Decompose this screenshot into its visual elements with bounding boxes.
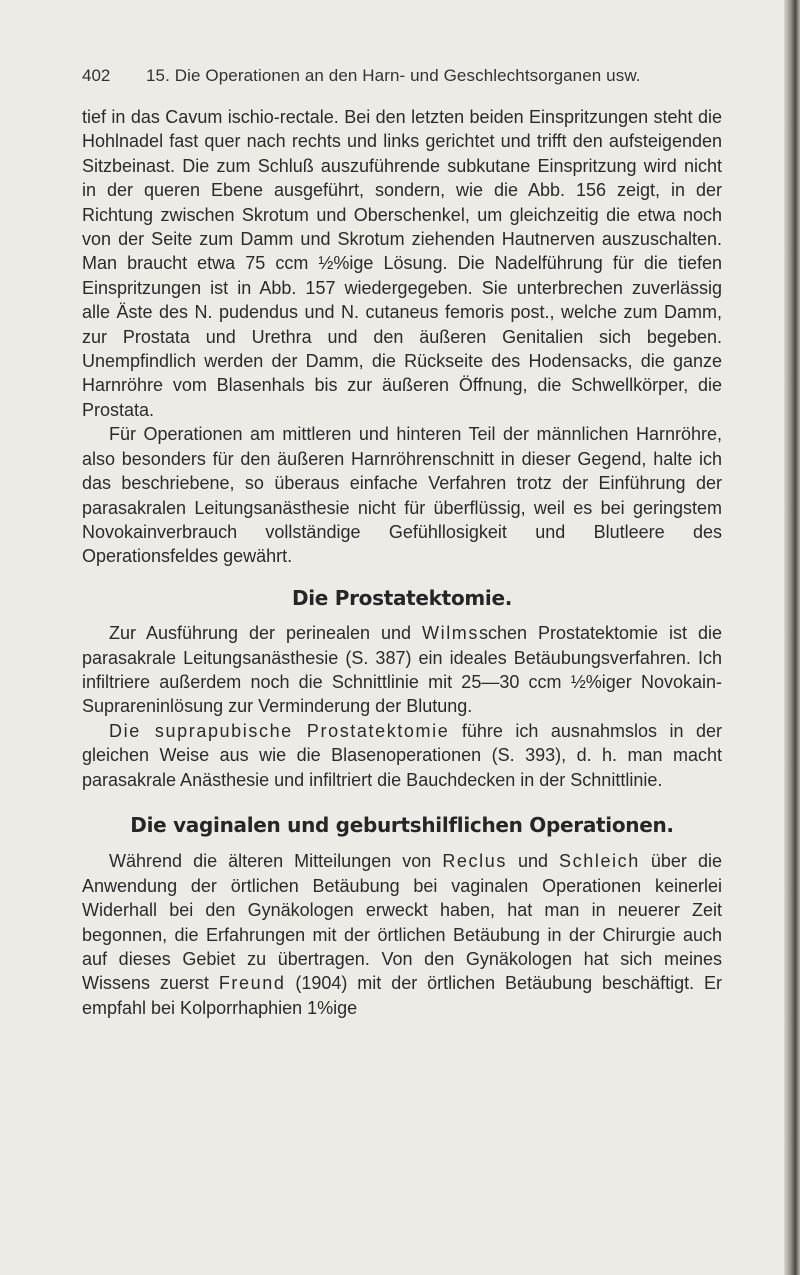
paragraph-3	[82, 621, 722, 719]
paragraph-5-text-d: (1904) mit der örtlichen Betäubung beschäftigt. Er empfahl bei Kolporrhaphien 1%ige	[82, 973, 722, 1018]
page-edge-shadow	[784, 0, 800, 1275]
paragraph-4-text: führe ich ausnahmslos in der gleichen Weise aus wie die Blasenoperationen (S. 393), d. h. man macht parasakrale Anästhesie und infiltriert die Bauchdecken in der Schnittlinie.	[82, 720, 723, 790]
author-name-wilms: Wilms	[422, 623, 479, 644]
paragraph-5-text-a: Während die älteren Mitteilungen von	[109, 851, 443, 872]
paragraph-2: Für Operationen am mittleren und hinteren Teil der männlichen Harnröhre, also besonders für den äußeren Harnröhrenschnitt in dieser Gegend, halte ich das beschriebene, so überaus einfache Verfahren trotz der Einführung der parasakralen Leitungsanästhesie nicht für überflüssig, weil es bei geringstem Novokainverbrauch vollständige Gefühllosigkeit und Blutleere des Operationsfeldes gewährt.	[82, 424, 722, 567]
spaced-term-suprapubische: Die suprapubische Prostatektomie	[109, 720, 450, 741]
paragraph-5-text-c: über die Anwendung der örtlichen Betäubung bei vaginalen Operationen keinerlei Widerhall bei den Gynäkologen erweckt haben, hat man in neuerer Zeit begonnen, die Erfahrungen mit der örtlichen Betäubung in der Chirurgie auch auf dieses Gebiet zu übertragen. Von den Gynäkologen hat sich meines Wissens zuerst	[82, 851, 722, 994]
section-heading-vaginalen: Die vaginalen und geburtshilflichen Operationen.	[130, 812, 674, 837]
running-header	[82, 66, 722, 90]
paragraph-5	[82, 849, 722, 1020]
section-heading-prostatektomie: Die Prostatektomie.	[291, 585, 513, 610]
paragraph-5-text-b: und	[506, 851, 560, 872]
author-name-freund: Freund	[218, 973, 286, 994]
paragraph-3-text-a: Zur Ausführung der perinealen und	[109, 623, 423, 644]
author-name-reclus: Reclus	[442, 851, 507, 872]
paragraph-3-text-b: schen Prostatektomie ist die parasakrale Leitungsanästhesie (S. 387) ein ideales Betäubungsverfahren. Ich infiltriere außerdem noch die Schnittlinie mit 25—30 ccm ½%iger Novokain-Suprareninlösung zur Verminderung der Blutung.	[82, 623, 722, 717]
author-name-schleich: Schleich	[559, 851, 640, 872]
running-title: 15. Die Operationen an den Harn- und Geschlechtsorganen usw.	[146, 66, 641, 85]
page-body	[82, 105, 722, 1020]
paragraph-1: tief in das Cavum ischio-rectale. Bei den letzten beiden Einspritzungen steht die Hohlnadel fast quer nach rechts und links gerichtet und trifft den aufsteigenden Sitzbeinast. Die zum Schluß auszuführende subkutane Einspritzung wird nicht in der queren Ebene ausgeführt, sondern, wie die Abb. 156 zeigt, in der Richtung zwischen Skrotum und Oberschenkel, um gleichzeitig die etwa noch von der Seite zum Damm und Skrotum ziehenden Hautnerven auszuschalten. Man braucht etwa 75 ccm ½%ige Lösung. Die Nadelführung für die tiefen Einspritzungen ist in Abb. 157 wiedergegeben. Sie unterbrechen zuverlässig alle Äste des N. pudendus und N. cutaneus femoris post., welche zum Damm, zur Prostata und Urethra und den äußeren Genitalien sich begeben. Unempfindlich werden der Damm, die Rückseite des Hodensacks, die ganze Harnröhre vom Blasenhals bis zur äußeren Öffnung, die Schwellkörper, die Prostata.	[82, 107, 722, 420]
paragraph-4	[82, 719, 722, 792]
page-number: 402	[82, 66, 111, 85]
